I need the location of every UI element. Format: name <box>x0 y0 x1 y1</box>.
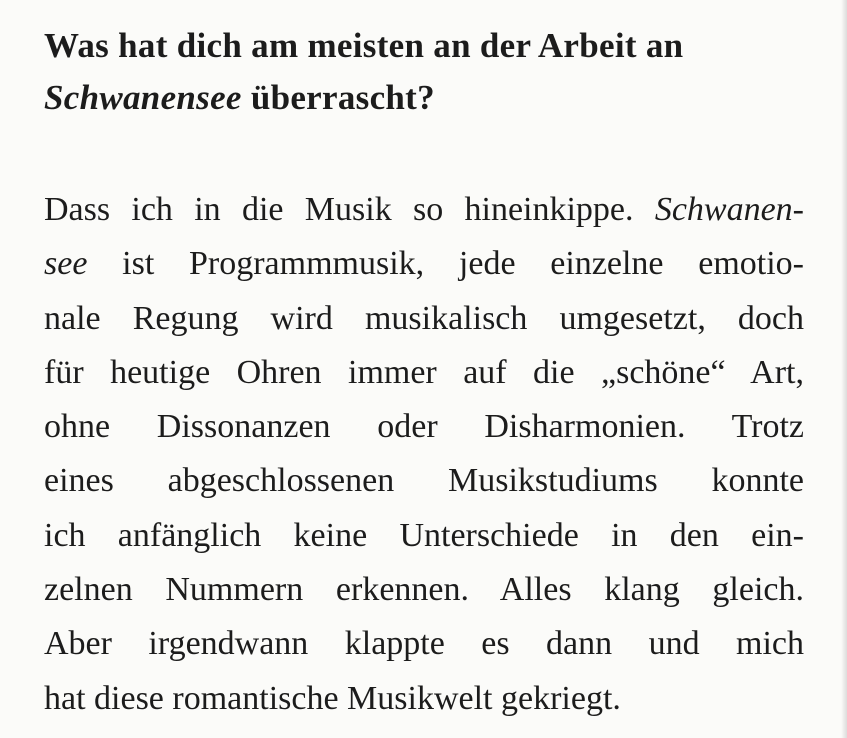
answer-line-9: Aber irgendwann klappte es dann und mich <box>44 625 804 663</box>
heading-line-1: Was hat dich am meisten an der Arbeit an <box>44 26 684 65</box>
heading-line-2 <box>44 72 834 124</box>
answer-line-2 <box>44 237 804 291</box>
question-heading <box>44 20 834 124</box>
answer-line-1-text: Dass ich in die Musik so hineinkippe. <box>44 191 655 228</box>
page-edge-shadow <box>841 0 847 738</box>
answer-paragraph <box>44 183 804 726</box>
answer-line-2-text: ist Programmmusik, jede einzelne emotio- <box>87 245 804 283</box>
answer-line-4: für heutige Ohren immer auf die „schöne“ Art, <box>44 353 804 391</box>
heading-line-2-rest: überrascht? <box>241 78 435 117</box>
answer-line-2-italic: see <box>44 245 88 283</box>
heading-title-italic: Schwanensee <box>44 78 242 117</box>
answer-line-6: eines abgeschlossenen Musikstudiums konnte <box>44 462 804 500</box>
answer-line-7: ich anfänglich keine Unterschiede in den ein- <box>44 516 804 554</box>
answer-line-1-italic: Schwanen- <box>654 191 804 228</box>
answer-line-8: zelnen Nummern erkennen. Alles klang gleich. <box>44 571 804 609</box>
answer-line-5: ohne Dissonanzen oder Disharmonien. Trotz <box>44 408 804 446</box>
answer-line-10: hat diese romantische Musikwelt gekriegt. <box>44 679 621 717</box>
answer-line-1 <box>44 183 804 237</box>
answer-line-3: nale Regung wird musikalisch umgesetzt, doch <box>44 299 804 337</box>
